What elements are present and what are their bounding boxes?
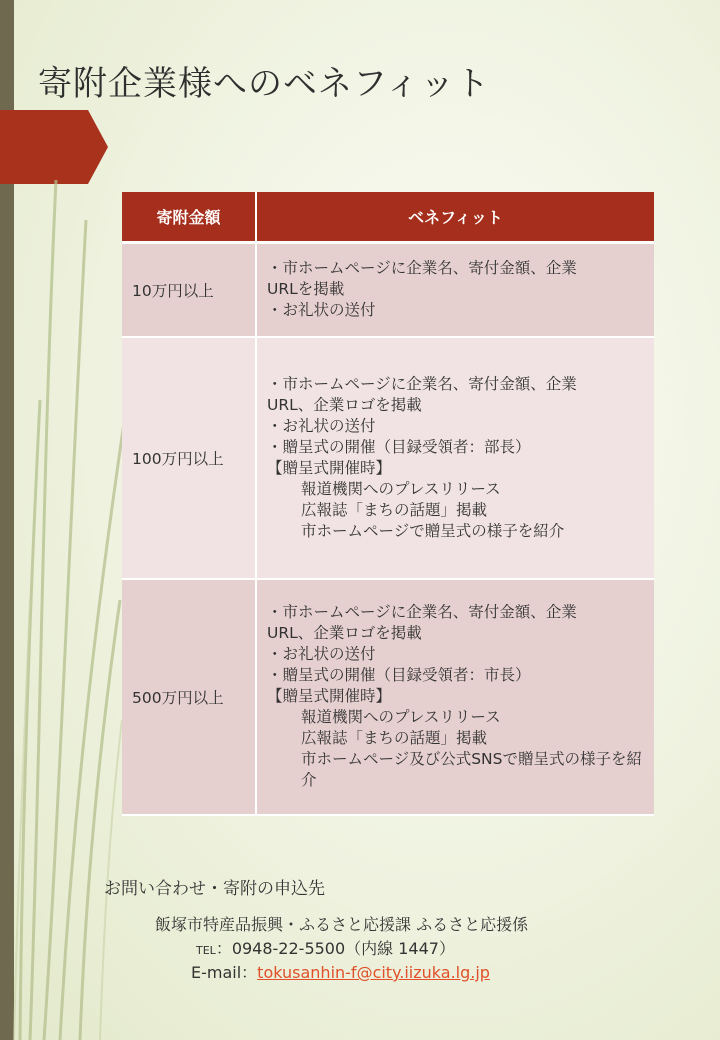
contact-heading: お問い合わせ・寄附の申込先 bbox=[104, 879, 325, 899]
table-header-row bbox=[122, 192, 654, 243]
contact-email bbox=[191, 960, 490, 983]
benefit-line: ・市ホームページに企業名、寄付金額、企業 bbox=[267, 374, 577, 393]
amount-cell: 10万円以上 bbox=[122, 243, 256, 337]
amount-cell: 500万円以上 bbox=[122, 579, 256, 815]
benefit-line: ・贈呈式の開催（目録受領者：部長） bbox=[267, 437, 531, 456]
header-amount: 寄附金額 bbox=[122, 192, 256, 243]
table-row bbox=[122, 337, 654, 579]
benefit-line: 市ホームページで贈呈式の様子を紹介 bbox=[301, 521, 565, 540]
contact-tel bbox=[196, 936, 455, 959]
page-title: 寄附企業様へのベネフィット bbox=[38, 64, 491, 104]
title-arrow-decoration bbox=[0, 110, 110, 185]
benefit-cell bbox=[256, 579, 654, 815]
benefits-table bbox=[122, 192, 654, 816]
email-label: E-mail： bbox=[191, 963, 258, 982]
benefit-line: ・市ホームページに企業名、寄付金額、企業 bbox=[267, 259, 577, 278]
benefit-line: 【贈呈式開催時】 bbox=[267, 687, 392, 705]
benefit-line: 報道機関へのプレスリリース bbox=[301, 479, 501, 498]
amount-cell: 100万円以上 bbox=[122, 337, 256, 579]
table-row bbox=[122, 579, 654, 815]
benefit-line: 市ホームページ及び公式SNSで贈呈式の様子を紹介 bbox=[301, 750, 642, 789]
benefit-line: 【贈呈式開催時】 bbox=[267, 458, 392, 477]
email-link[interactable]: tokusanhin-f@city.iizuka.lg.jp bbox=[257, 963, 490, 982]
tel-label: TEL bbox=[196, 944, 216, 957]
benefit-line: URL、企業ロゴを掲載 bbox=[267, 624, 422, 642]
benefit-line: URL、企業ロゴを掲載 bbox=[267, 395, 422, 414]
benefit-line: URLを掲載 bbox=[267, 280, 345, 299]
benefit-line: ・市ホームページに企業名、寄付金額、企業 bbox=[267, 603, 577, 621]
benefit-line: 広報誌「まちの話題」掲載 bbox=[301, 500, 488, 519]
header-benefit: ベネフィット bbox=[256, 192, 654, 243]
contact-department: 飯塚市特産品振興・ふるさと応援課 ふるさと応援係 bbox=[155, 915, 529, 934]
benefit-line: ・お礼状の送付 bbox=[267, 416, 376, 435]
benefit-line: 報道機関へのプレスリリース bbox=[301, 708, 501, 726]
table-row bbox=[122, 243, 654, 337]
benefit-cell bbox=[256, 243, 654, 337]
benefit-cell bbox=[256, 337, 654, 579]
tel-number: ：0948-22-5500（内線 1447） bbox=[215, 939, 455, 958]
benefit-line: ・お礼状の送付 bbox=[267, 645, 376, 663]
benefit-line: ・お礼状の送付 bbox=[267, 301, 376, 320]
benefit-line: ・贈呈式の開催（目録受領者：市長） bbox=[267, 666, 531, 684]
benefit-line: 広報誌「まちの話題」掲載 bbox=[301, 729, 488, 747]
